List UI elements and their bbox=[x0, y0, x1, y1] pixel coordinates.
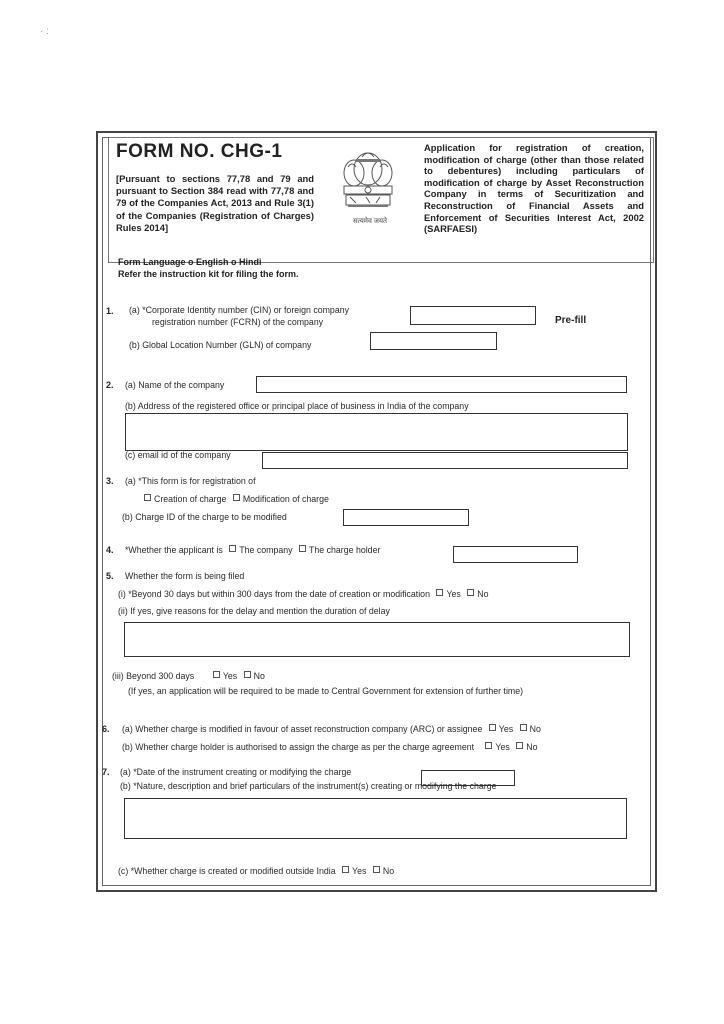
prefill-button[interactable]: Pre-fill bbox=[555, 315, 587, 326]
q5i-label: (i) *Beyond 30 days but within 300 days from the date of creation or modification bbox=[118, 589, 430, 599]
q7c-yes-label: Yes bbox=[352, 866, 367, 876]
applicant-company-label: The company bbox=[239, 545, 293, 555]
instruction-text: Refer the instruction kit for filing the form. bbox=[118, 268, 299, 279]
applicant-input[interactable] bbox=[453, 546, 578, 563]
cin-input[interactable] bbox=[410, 306, 536, 325]
q6b-yes-label: Yes bbox=[495, 742, 510, 752]
q7c-no-checkbox[interactable] bbox=[373, 866, 380, 873]
q1a-label: (a) *Corporate Identity number (CIN) or foreign company bbox=[129, 305, 350, 315]
q5i-row bbox=[118, 589, 489, 600]
q1a-label-2: registration number (FCRN) of the company bbox=[152, 317, 324, 327]
language-english-option[interactable]: o English bbox=[188, 257, 229, 267]
modification-checkbox[interactable] bbox=[233, 494, 240, 501]
national-emblem-icon bbox=[326, 139, 410, 229]
applicant-holder-label: The charge holder bbox=[309, 545, 381, 555]
q6b-yes-checkbox[interactable] bbox=[485, 742, 492, 749]
q5i-yes-label: Yes bbox=[446, 589, 461, 599]
company-name-input[interactable] bbox=[256, 376, 627, 393]
q5-label: Whether the form is being filed bbox=[125, 571, 245, 581]
q1b-label: (b) Global Location Number (GLN) of company bbox=[129, 340, 312, 350]
scan-speck: · : bbox=[40, 26, 49, 37]
q2c-label: (c) email id of the company bbox=[125, 450, 231, 460]
q2a-label: (a) Name of the company bbox=[125, 380, 225, 390]
q4-question: *Whether the applicant is bbox=[125, 545, 223, 555]
q3a-label: (a) *This form is for registration of bbox=[125, 476, 256, 486]
q4-label bbox=[125, 545, 380, 556]
q3b-label: (b) Charge ID of the charge to be modified bbox=[122, 512, 287, 522]
creation-checkbox[interactable] bbox=[144, 494, 151, 501]
q3-options bbox=[140, 494, 329, 505]
q5-number: 5. bbox=[106, 571, 114, 581]
address-input[interactable] bbox=[125, 413, 628, 451]
q6b-row bbox=[122, 742, 537, 753]
q7-number: 7. bbox=[102, 767, 110, 777]
q5i-no-checkbox[interactable] bbox=[467, 589, 474, 596]
q2b-label: (b) Address of the registered office or principal place of business in India of the company bbox=[125, 401, 469, 411]
q6a-row bbox=[122, 724, 541, 735]
applicant-company-checkbox[interactable] bbox=[229, 545, 236, 552]
language-block bbox=[118, 257, 299, 280]
q6b-no-label: No bbox=[526, 742, 538, 752]
q7b-label: (b) *Nature, description and brief particulars of the instrument(s) creating or modifying the charge bbox=[120, 781, 497, 791]
q5i-yes-checkbox[interactable] bbox=[436, 589, 443, 596]
charge-id-input[interactable] bbox=[343, 509, 469, 526]
form-title: FORM NO. CHG-1 bbox=[116, 141, 283, 162]
language-label: Form Language bbox=[118, 257, 186, 267]
q6a-yes-label: Yes bbox=[498, 724, 514, 734]
q5iii-note: (If yes, an application will be required to be made to Central Government for extension of further time) bbox=[128, 686, 524, 696]
emblem-motto: सत्यमेव जयते bbox=[352, 218, 388, 225]
q5iii-no-checkbox[interactable] bbox=[244, 671, 251, 678]
email-input[interactable] bbox=[262, 452, 628, 469]
applicant-holder-checkbox[interactable] bbox=[299, 545, 306, 552]
instrument-description-input[interactable] bbox=[124, 798, 627, 839]
q6a-yes-checkbox[interactable] bbox=[489, 724, 496, 731]
q7c-label: (c) *Whether charge is created or modified outside India bbox=[118, 866, 336, 876]
language-hindi-option[interactable]: o Hindi bbox=[231, 257, 262, 267]
q2-number: 2. bbox=[106, 380, 114, 390]
q5iii-yes-checkbox[interactable] bbox=[213, 671, 220, 678]
q6a-label: (a) Whether charge is modified in favour of asset reconstruction company (ARC) or assignee bbox=[122, 724, 483, 734]
q7c-row bbox=[118, 866, 394, 877]
application-title: Application for registration of creation, modification of charge (other than those related to debentures) including particulars of modification of charge by Asset Reconstruction Company in terms of Securitization and Reconstruction of Financial Assets and Enforcement of Securities Interest Act, 2002 (SARFAESI) bbox=[424, 142, 644, 235]
modification-option-label: Modification of charge bbox=[242, 494, 329, 504]
q5ii-label: (ii) If yes, give reasons for the delay and mention the duration of delay bbox=[118, 606, 390, 616]
q5iii-label: (iii) Beyond 300 days bbox=[112, 671, 195, 681]
creation-option-label: Creation of charge bbox=[154, 494, 227, 504]
gln-input[interactable] bbox=[370, 332, 497, 350]
q1-number: 1. bbox=[106, 306, 114, 316]
pursuant-note: [Pursuant to sections 77,78 and 79 and pursuant to Section 384 read with 77,78 and 79 of the Companies Act, 2013 and Rule 3(1) of the Companies (Registration of Charges) Rules 2014] bbox=[116, 173, 314, 233]
q3-number: 3. bbox=[106, 476, 114, 486]
q6-number: 6. bbox=[102, 724, 110, 734]
q7c-yes-checkbox[interactable] bbox=[342, 866, 349, 873]
q6b-no-checkbox[interactable] bbox=[516, 742, 523, 749]
q5iii-no-label: No bbox=[253, 671, 265, 681]
q6a-no-label: No bbox=[529, 724, 541, 734]
q5iii-yes-label: Yes bbox=[222, 671, 238, 681]
q7c-no-label: No bbox=[382, 866, 395, 876]
q6b-label: (b) Whether charge holder is authorised to assign the charge as per the charge agreement bbox=[122, 742, 475, 752]
delay-reason-input[interactable] bbox=[124, 622, 630, 657]
q6a-no-checkbox[interactable] bbox=[520, 724, 527, 731]
q5iii-row bbox=[112, 671, 265, 682]
q7a-label: (a) *Date of the instrument creating or modifying the charge bbox=[120, 767, 352, 777]
q5i-no-label: No bbox=[477, 589, 489, 599]
q4-number: 4. bbox=[106, 545, 114, 555]
